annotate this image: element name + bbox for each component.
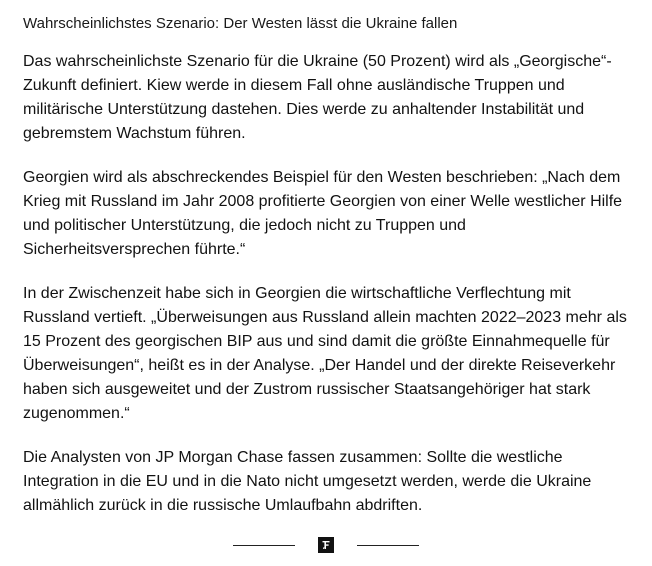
article-paragraph-3: In der Zwischenzeit habe sich in Georgien die wirtschaftliche Verflechtung mit Russland vertieft. „Überweisungen aus Russland allein machten 2022–2023 mehr als 15 Prozent des georgischen BIP aus und sind damit die größte Einnahmequelle für Überweisungen“, heißt es in der Analyse. „Der Handel und der direkte Reiseverkehr haben sich ausgeweitet und der Zustrom russischer Staatsangehöriger hat stark zugenommen.“ <box>23 285 627 422</box>
article-paragraph-4: Die Analysten von JP Morgan Chase fassen zusammen: Sollte die westliche Integration in die EU und in die Nato nicht umgesetzt werden, werde die Ukraine allmählich zurück in die russische Umlaufbahn abdriften. <box>23 449 592 514</box>
article-body <box>23 14 633 538</box>
newspaper-logo-icon <box>318 537 334 553</box>
end-divider-right <box>357 545 419 546</box>
article-paragraph-1: Das wahrscheinlichste Szenario für die Ukraine (50 Prozent) wird als „Georgische“-Zukunft definiert. Kiew werde in diesem Fall ohne ausländische Truppen und militärische Unterstützung dastehen. Dies werde zu anhaltender Instabilität und gebremstem Wachstum führen. <box>23 53 612 142</box>
article-subheading: Wahrscheinlichstes Szenario: Der Westen lässt die Ukraine fallen <box>23 15 458 32</box>
article-paragraph-2: Georgien wird als abschreckendes Beispiel für den Westen beschrieben: „Nach dem Krieg mit Russland im Jahr 2008 profitierte Georgien von einer Welle westlicher Hilfe und politischer Unterstützung, die jedoch nicht zu Truppen und Sicherheitsversprechen führte.“ <box>23 169 623 258</box>
article-end-mark <box>0 533 652 557</box>
end-divider-left <box>233 545 295 546</box>
